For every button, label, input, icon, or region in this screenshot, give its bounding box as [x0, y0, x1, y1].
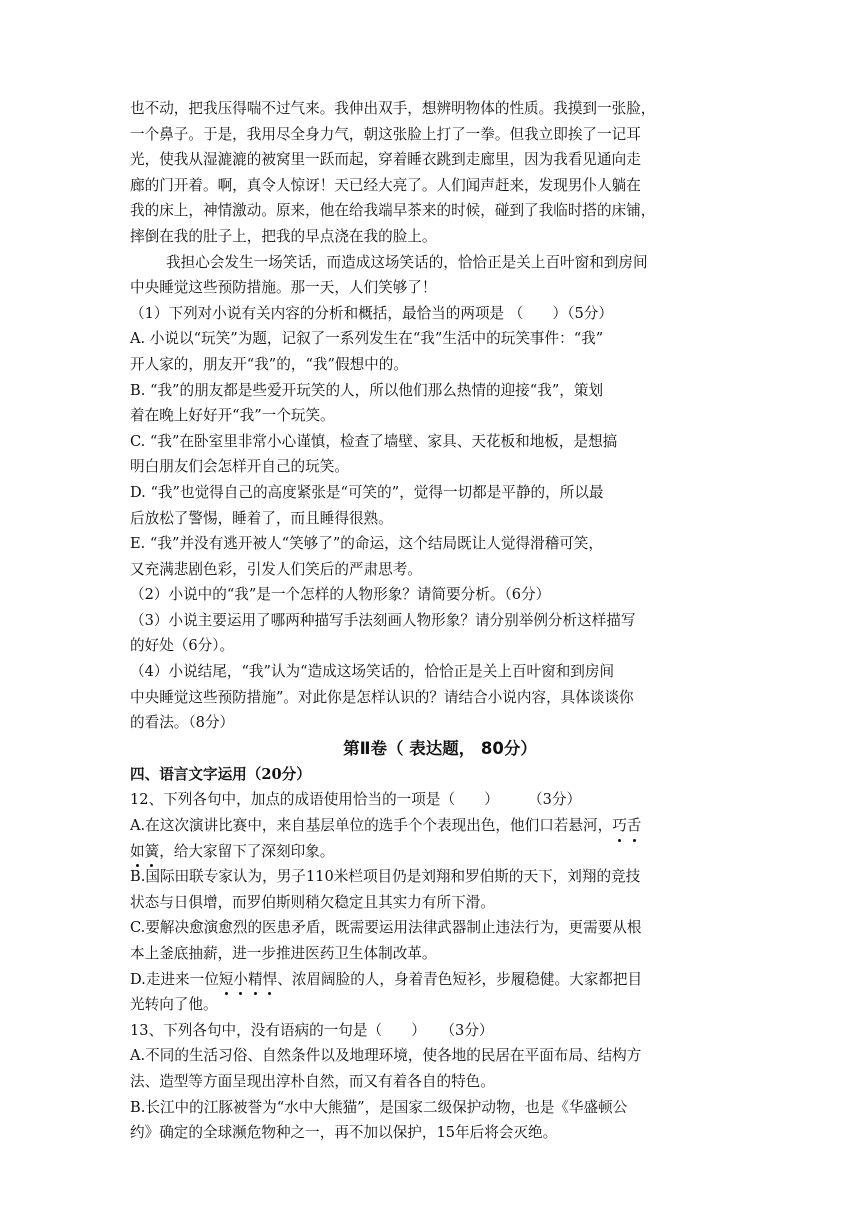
question-11-4-cont: 中央睡觉这些预防措施”。对此你是怎样认识的？请结合小说内容，具体谈谈你: [130, 688, 634, 706]
option-b-line: 着在晚上好好开“我”一个玩笑。: [130, 407, 335, 425]
passage-line: 摔倒在我的肚子上，把我的早点浇在我的脸上。: [130, 227, 437, 245]
q12-option-d-text: D.走进来一位: [130, 970, 219, 988]
option-a-line: A. 小说以“玩笑”为题，记叙了一系列发生在“我”生活中的玩笑事件：“我”: [130, 330, 604, 348]
option-e-line: E. “我”并没有逃开被人“笑够了”的命运，这个结局既让人觉得滑稽可笑，: [130, 535, 603, 553]
option-c-line: 明白朋友们会怎样开自己的玩笑。: [130, 458, 349, 476]
emphasis-dot-char: 悍: [263, 967, 278, 993]
q12-option-d: [130, 967, 750, 993]
emphasis-dotted-text: [219, 971, 277, 988]
question-11-3: （3）小说主要运用了哪两种描写手法刻画人物形象？请分别举例分析这样描写: [130, 611, 636, 629]
q12-option-b-cont: 状态与日俱增，而罗伯斯则稍欠稳定且其实力有所下滑。: [130, 893, 495, 911]
question-11-4: （4）小说结尾，“我”认为“造成这场笑话的，恰恰正是关上百叶窗和到房间: [130, 663, 615, 681]
question-11-1: （1）下列对小说有关内容的分析和概括，最恰当的两项是 （ ）（5分）: [130, 304, 613, 322]
part-heading: 四、语言文字运用（20分）: [130, 765, 311, 783]
q12-option-b: B.国际田联专家认为，男子110米栏项目仍是刘翔和罗伯斯的天下，刘翔的竞技: [130, 868, 641, 886]
q13-option-b: B.长江中的江豚被誉为“水中大熊猫”，是国家二级保护动物，也是《华盛顿公: [130, 1098, 628, 1116]
passage-line: 光，使我从湿漉漉的被窝里一跃而起，穿着睡衣跳到走廊里，因为我看见通向走: [130, 151, 641, 169]
q12-option-d-text: 、浓眉阔脸的人，身着青色短衫，步履稳健。大家都把目: [277, 970, 643, 988]
exam-text: [130, 96, 750, 1146]
q12-option-a-cont: [130, 839, 750, 865]
option-d-line: 后放松了警惕，睡着了，而且睡得很熟。: [130, 509, 393, 527]
question-11-2: （2）小说中的“我”是一个怎样的人物形象？请简要分析。（6分）: [130, 586, 551, 604]
option-b-line: B. “我”的朋友都是些爱开玩笑的人，所以他们那么热情的迎接“我”，策划: [130, 381, 604, 399]
passage-line: 我担心会发生一场笑话，而造成这场笑话的，恰恰正是关上百叶窗和到房间: [166, 253, 648, 271]
question-11-3-cont: 的好处（6分）。: [130, 637, 235, 655]
emphasis-dot-char: 小: [233, 967, 248, 993]
option-d-line: D. “我”也觉得自己的高度紧张是“可笑的”，觉得一切都是平静的，所以最: [130, 483, 604, 501]
question-12-stem: 12、下列各句中，加点的成语使用恰当的一项是（ ） （3分）: [130, 791, 582, 809]
passage-line: 一个鼻子。于是，我用尽全身力气，朝这张脸上打了一拳。但我立即挨了一记耳: [130, 125, 641, 143]
question-13-stem: 13、下列各句中，没有语病的一句是（ ） （3分）: [130, 1021, 494, 1039]
option-a-line: 开人家的，朋友开“我”的，“我”假想中的。: [130, 355, 408, 373]
q12-option-a-text: A.在这次演讲比赛中，来自基层单位的选手个个表现出色，他们口若悬河，: [130, 817, 613, 835]
emphasis-dot-char: 精: [248, 967, 263, 993]
q13-option-b-cont: 约》确定的全球濒危物种之一，再不加以保护，15年后将会灭绝。: [130, 1124, 558, 1142]
passage-line: 也不动，把我压得喘不过气来。我伸出双手，想辨明物体的性质。我摸到一张脸，: [130, 100, 656, 117]
emphasis-dot-char: 舌: [627, 813, 642, 839]
passage-line: 廊的门开着。啊，真令人惊讶！天已经大亮了。人们闻声赶来，发现男仆人躺在: [130, 176, 641, 194]
emphasis-dotted-text: [612, 817, 641, 834]
q12-option-d-cont: 光转向了他。: [130, 996, 218, 1014]
passage-line: 中央睡觉这些预防措施。那一天，人们笑够了！: [130, 279, 437, 297]
q12-option-c-cont: 本上釜底抽薪，进一步推进医药卫生体制改革。: [130, 945, 437, 962]
section-title: 第Ⅱ卷（ 表达题， 80分）: [343, 738, 537, 758]
passage-line: 我的床上，神情激动。原来，他在给我端早茶来的时候，碰到了我临时搭的床铺，: [130, 202, 656, 220]
emphasis-dot-char: 巧: [612, 813, 627, 839]
q12-option-c: C.要解决愈演愈烈的医患矛盾，既需要运用法律武器制止违法行为，更需要从根: [130, 919, 642, 937]
emphasis-dot-char: 如: [130, 839, 145, 865]
emphasis-dotted-text: [130, 843, 159, 860]
option-e-line: 又充满悲剧色彩，引发人们笑后的严肃思考。: [130, 560, 422, 578]
q13-option-a-cont: 法、造型等方面呈现出淳朴自然，而又有着各自的特色。: [130, 1072, 495, 1090]
emphasis-dot-char: 簧: [145, 839, 160, 865]
q13-option-a: A.不同的生活习俗、自然条件以及地理环境，使各地的民居在平面布局、结构方: [130, 1047, 642, 1065]
q12-option-a-text: ，给大家留下了深刻印象。: [159, 842, 335, 860]
q12-option-a: [130, 813, 750, 839]
option-c-line: C. “我”在卧室里非常小心谨慎，检查了墙壁、家具、天花板和地板，是想搞: [130, 432, 618, 450]
emphasis-dot-char: 短: [219, 967, 234, 993]
question-11-4-cont: 的看法。（8分）: [130, 714, 235, 732]
